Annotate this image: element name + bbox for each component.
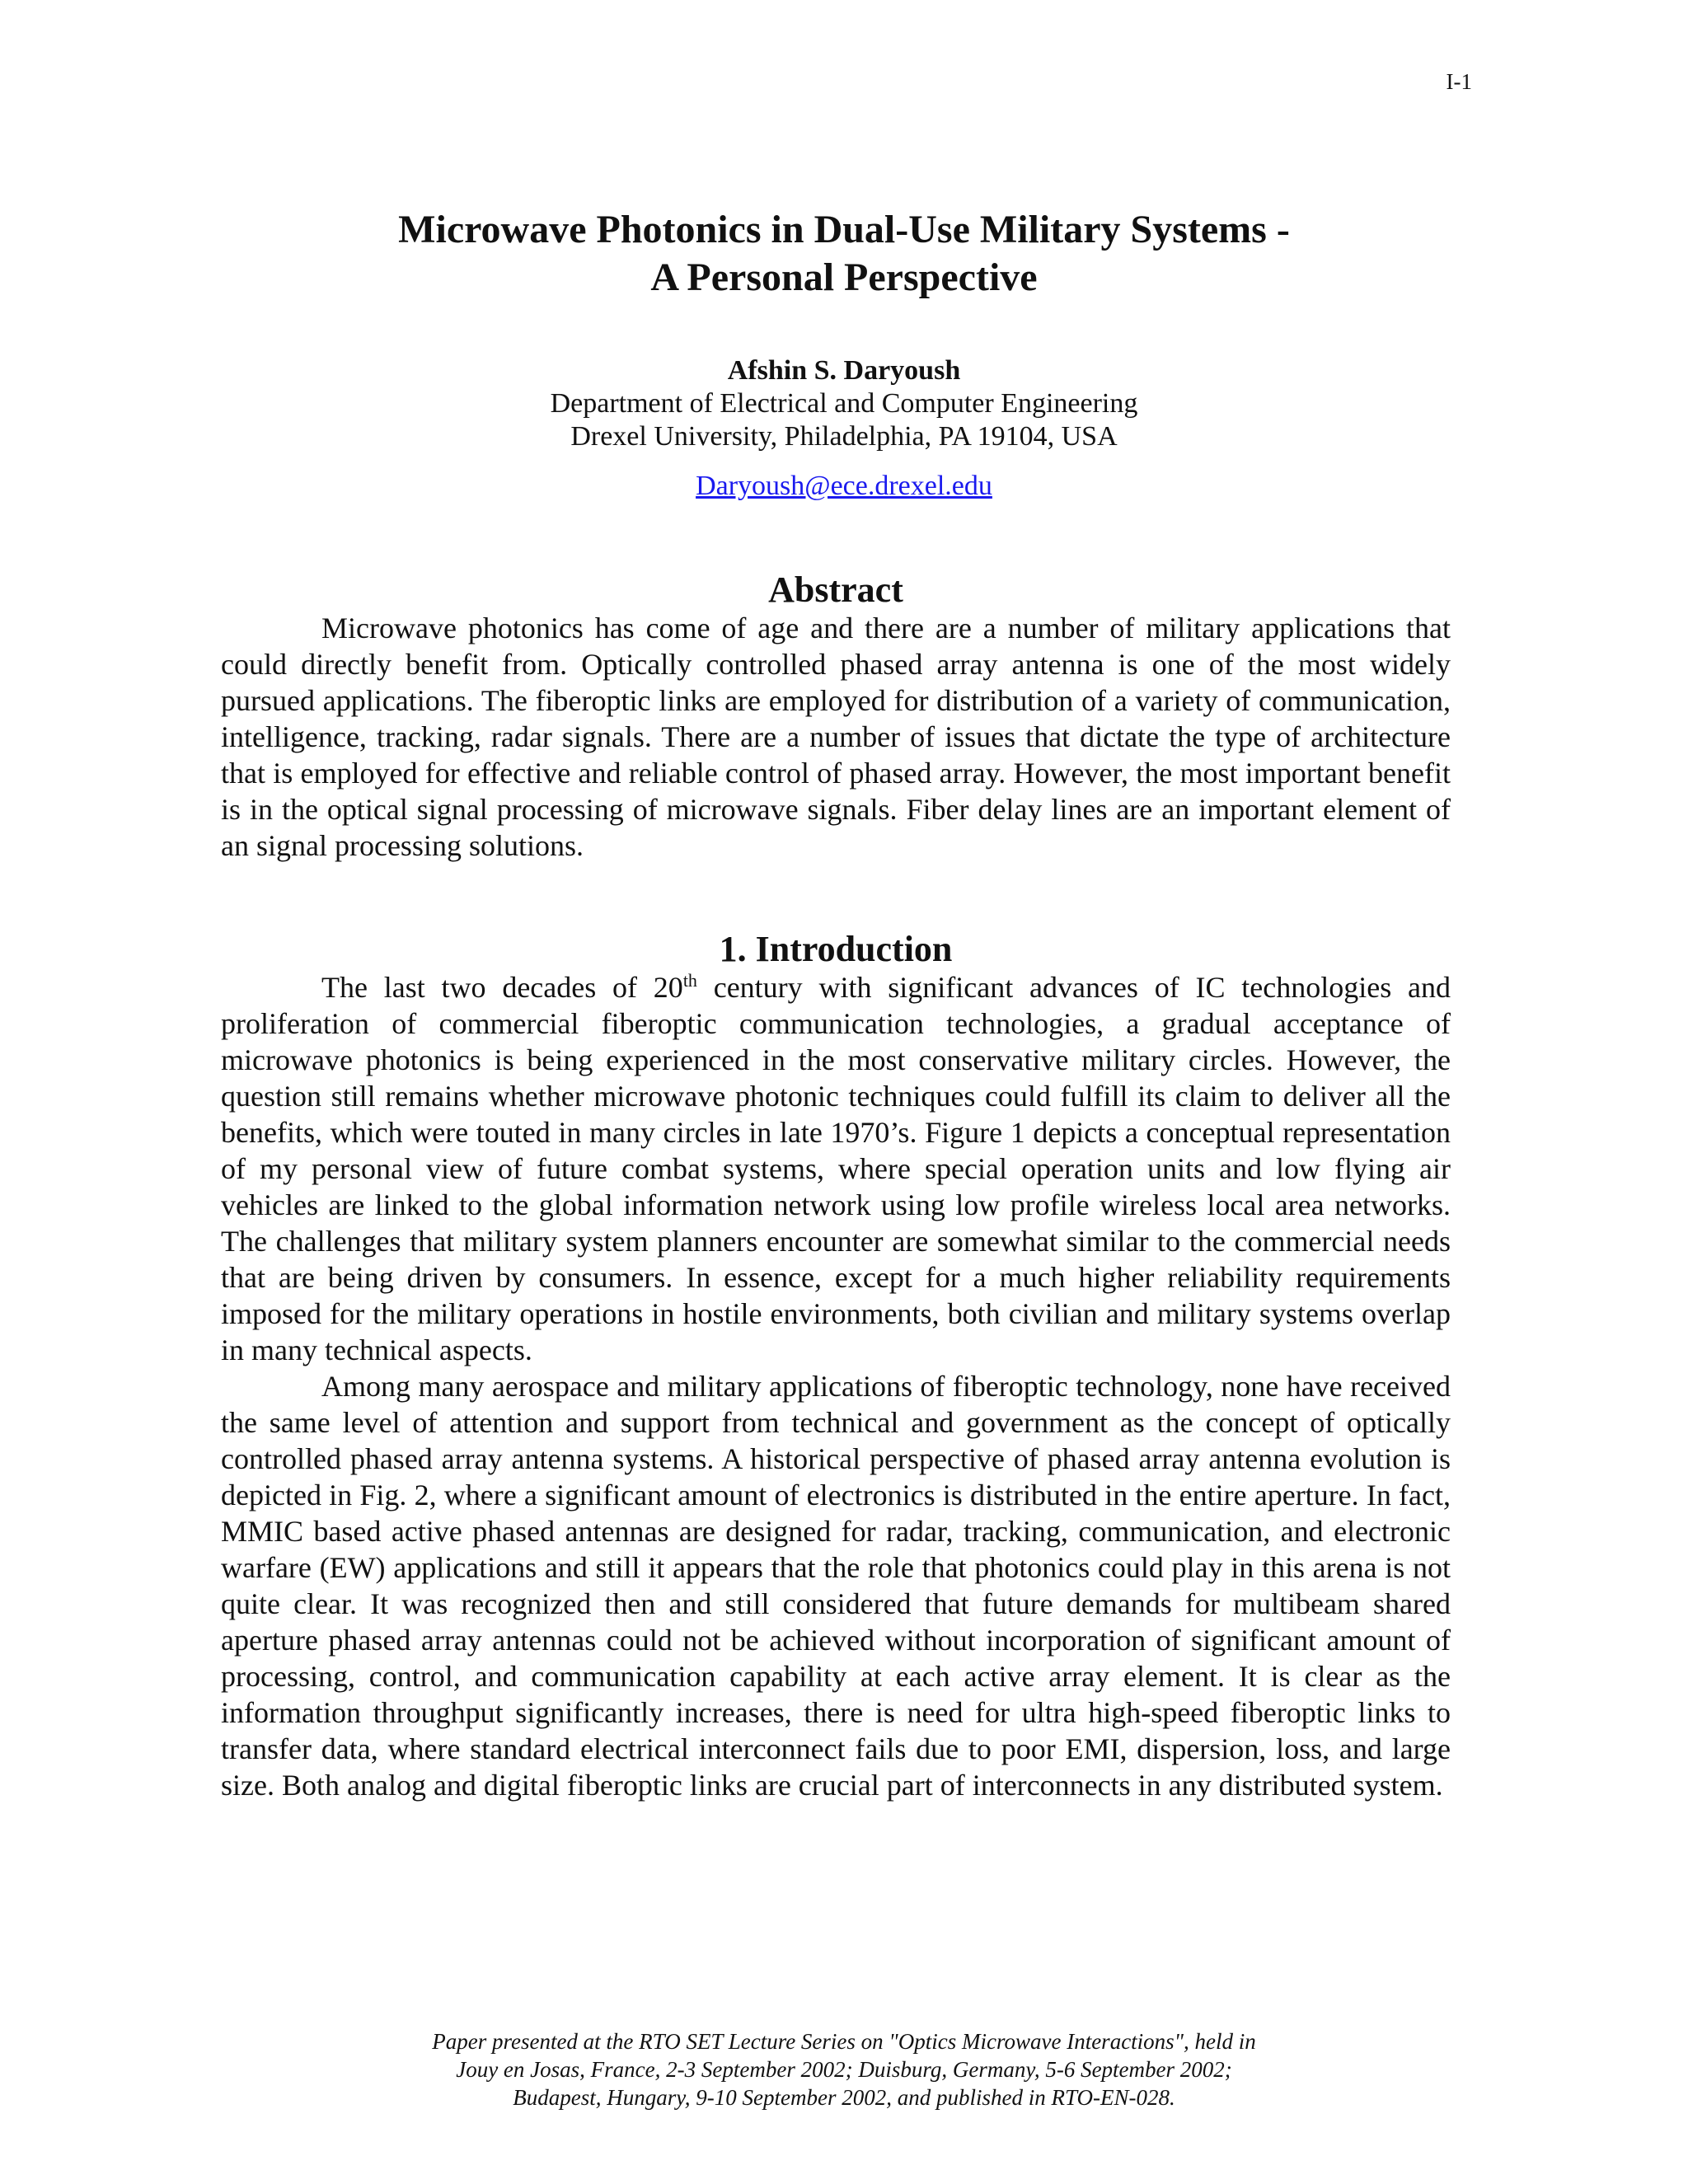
title-line-2: A Personal Perspective — [650, 255, 1038, 299]
paper-title — [0, 206, 1688, 302]
introduction-paragraph-1 — [221, 969, 1451, 1368]
title-line-1: Microwave Photonics in Dual-Use Military Systems - — [398, 208, 1290, 251]
abstract-section — [221, 570, 1451, 864]
author-email-link[interactable]: Daryoush@ece.drexel.edu — [696, 471, 992, 501]
footer-line-2: Jouy en Josas, France, 2-3 September 2002; Duisburg, Germany, 5-6 September 2002; — [456, 2057, 1232, 2082]
intro-para1-start: The last two decades of 20 — [321, 971, 683, 1004]
intro-para1-rest: century with significant advances of IC technologies and proliferation of commercial fiberoptic communication technologies, a gradual acceptance of microwave photonics is being experienced in the most conservative military circles. However, the question still remains whether microwave photonic techniques could fulfill its claim to deliver all the benefits, which were touted in many circles in late 1970’s. Figure 1 depicts a conceptual representation of my personal view of future combat systems, where special operation units and low flying air vehicles are linked to the global information network using low profile wireless local area networks. The challenges that military system planners encounter are somewhat similar to the commercial needs that are being driven by consumers. In essence, except for a much higher reliability requirements imposed for the military operations in hostile environments, both civilian and military systems overlap in many technical aspects. — [221, 971, 1451, 1366]
publication-footer — [0, 2027, 1688, 2111]
introduction-heading: 1. Introduction — [719, 929, 953, 969]
footer-line-3: Budapest, Hungary, 9-10 September 2002, and published in RTO-EN-028. — [513, 2085, 1175, 2110]
footer-line-1: Paper presented at the RTO SET Lecture Series on "Optics Microwave Interactions", held in — [432, 2029, 1256, 2054]
author-department: Department of Electrical and Computer Engineering — [550, 388, 1138, 419]
author-block — [0, 354, 1688, 503]
abstract-heading: Abstract — [768, 569, 903, 610]
author-institution: Drexel University, Philadelphia, PA 19104, USA — [570, 421, 1118, 452]
introduction-paragraph-2: Among many aerospace and military applications of fiberoptic technology, none have received the same level of attention and support from technical and government as the concept of optically controlled phased array antenna systems. A historical perspective of phased array antenna evolution is depicted in Fig. 2, where a significant amount of electronics is distributed in the entire aperture. In fact, MMIC based active phased antennas are designed for radar, tracking, communication, and electronic warfare (EW) applications and still it appears that the role that photonics could play in this arena is not quite clear. It was recognized then and still considered that future demands for multibeam shared aperture phased array antennas could not be achieved without incorporation of significant amount of processing, control, and communication capability at each active array element. It is clear as the information throughput significantly increases, there is need for ultra high-speed fiberoptic links to transfer data, where standard electrical interconnect fails due to poor EMI, dispersion, loss, and large size. Both analog and digital fiberoptic links are crucial part of interconnects in any distributed system. — [221, 1370, 1451, 1802]
abstract-text: Microwave photonics has come of age and there are a number of military applications that could directly benefit from. Optically controlled phased array antenna is one of the most widely pursued applications. The fiberoptic links are employed for distribution of a variety of communication, intelligence, tracking, radar signals. There are a number of issues that dictate the type of architecture that is employed for effective and reliable control of phased array. However, the most important benefit is in the optical signal processing of microwave signals. Fiber delay lines are an important element of an signal processing solutions. — [221, 612, 1451, 862]
intro-para1-superscript: th — [682, 970, 697, 991]
title-block — [0, 206, 1688, 302]
author-name: Afshin S. Daryoush — [727, 355, 961, 386]
introduction-section — [221, 930, 1451, 1803]
page-number: I-1 — [1446, 69, 1472, 94]
